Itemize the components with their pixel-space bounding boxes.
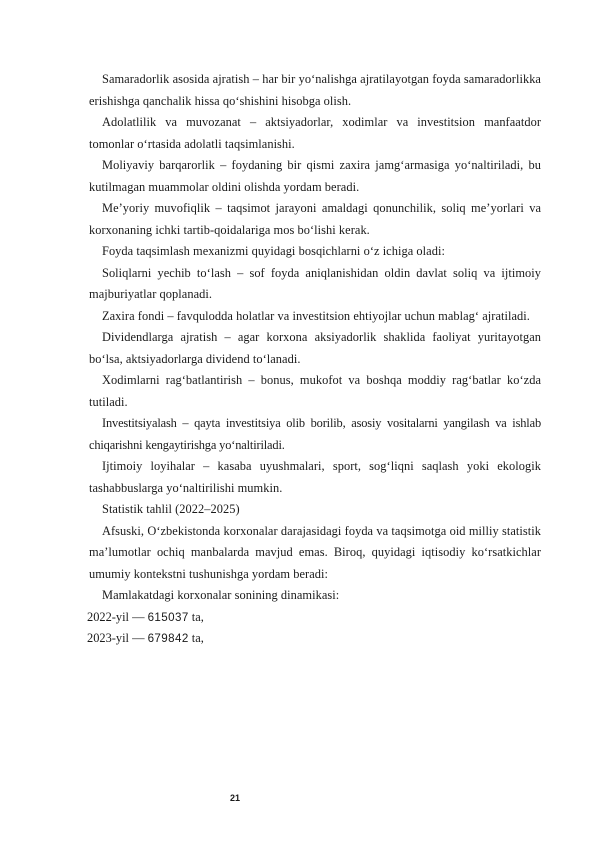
- section-heading-statistics: Statistik tahlil (2022–2025): [102, 502, 240, 516]
- list-item-value: 615037: [147, 610, 189, 624]
- paragraph-mechanism-intro: Foyda taqsimlash mexanizmi quyidagi bosqichlarni o‘z ichiga oladi:: [102, 244, 445, 258]
- paragraph-statistics-note: Afsuski, O‘zbekistonda korxonalar darajasidagi foyda va taqsimotga oid milliy statistik ma’lumotlar ochiq manbalarda mavjud emas. Biroq, quyidagi iqtisodiy ko‘rsatkichlar umumiy kontekstni tushunishga yordam beradi:: [89, 523, 541, 581]
- paragraph-employee-incentives: Xodimlarni rag‘batlantirish – bonus, mukofot va boshqa moddiy rag‘batlar ko‘zda tutiladi.: [89, 373, 541, 409]
- list-item-unit: ta,: [188, 609, 204, 624]
- list-item-year: 2023-yil —: [87, 631, 148, 645]
- paragraph-financial-stability: Moliyaviy barqarorlik – foydaning bir qismi zaxira jamg‘armasiga yo‘naltiriladi, bu kutilmagan muammolar oldini olishda yordam beradi.: [89, 158, 541, 194]
- list-item-unit: ta,: [188, 631, 204, 645]
- list-item: [87, 607, 541, 629]
- page-number: 21: [230, 793, 241, 803]
- list-item: [87, 628, 541, 650]
- list-item-value: 679842: [147, 632, 189, 645]
- paragraph-social-projects: Ijtimoiy loyihalar – kasaba uyushmalari, sport, sog‘liqni saqlash yoki ekologik tashabbuslarga yo‘naltirilishi mumkin.: [89, 459, 541, 495]
- paragraph-investment: Investitsiyalash – qayta investitsiya olib borilib, asosiy vositalarni yangilash va ishlab chiqarishni kengaytirishga yo‘naltiriladi.: [89, 416, 541, 452]
- paragraph-taxes: Soliqlarni yechib to‘lash – sof foyda aniqlanishidan oldin davlat soliq va ijtimoiy majburiyatlar qoplanadi.: [89, 265, 541, 301]
- paragraph-reserve-fund: Zaxira fondi – favqulodda holatlar va investitsion ehtiyojlar uchun mablag‘ ajratiladi.: [102, 308, 530, 323]
- list-item-year: 2022-yil —: [87, 609, 148, 624]
- paragraph-regulatory-compliance: Me’yoriy muvofiqlik – taqsimot jarayoni amaldagi qonunchilik, soliq me’yorlari va korxonaning ichki tartib-qoidalariga mos bo‘lishi kerak.: [89, 201, 541, 237]
- document-page: [89, 69, 541, 650]
- paragraph-fairness: Adolatlilik va muvozanat – aktsiyadorlar, xodimlar va investitsion manfaatdor tomonlar o‘rtasida adolatli taqsimlanishi.: [89, 115, 541, 151]
- paragraph-efficiency: Samaradorlik asosida ajratish – har bir yo‘nalishga ajratilayotgan foyda samaradorlikka erishishga qanchalik hissa qo‘shishini hisobga olish.: [89, 72, 541, 108]
- paragraph-dividends: Dividendlarga ajratish – agar korxona aksiyadorlik shaklida faoliyat yuritayotgan bo‘lsa, aktsiyadorlarga dividend to‘lanadi.: [89, 330, 541, 366]
- paragraph-enterprise-dynamics: Mamlakatdagi korxonalar sonining dinamikasi:: [102, 588, 340, 602]
